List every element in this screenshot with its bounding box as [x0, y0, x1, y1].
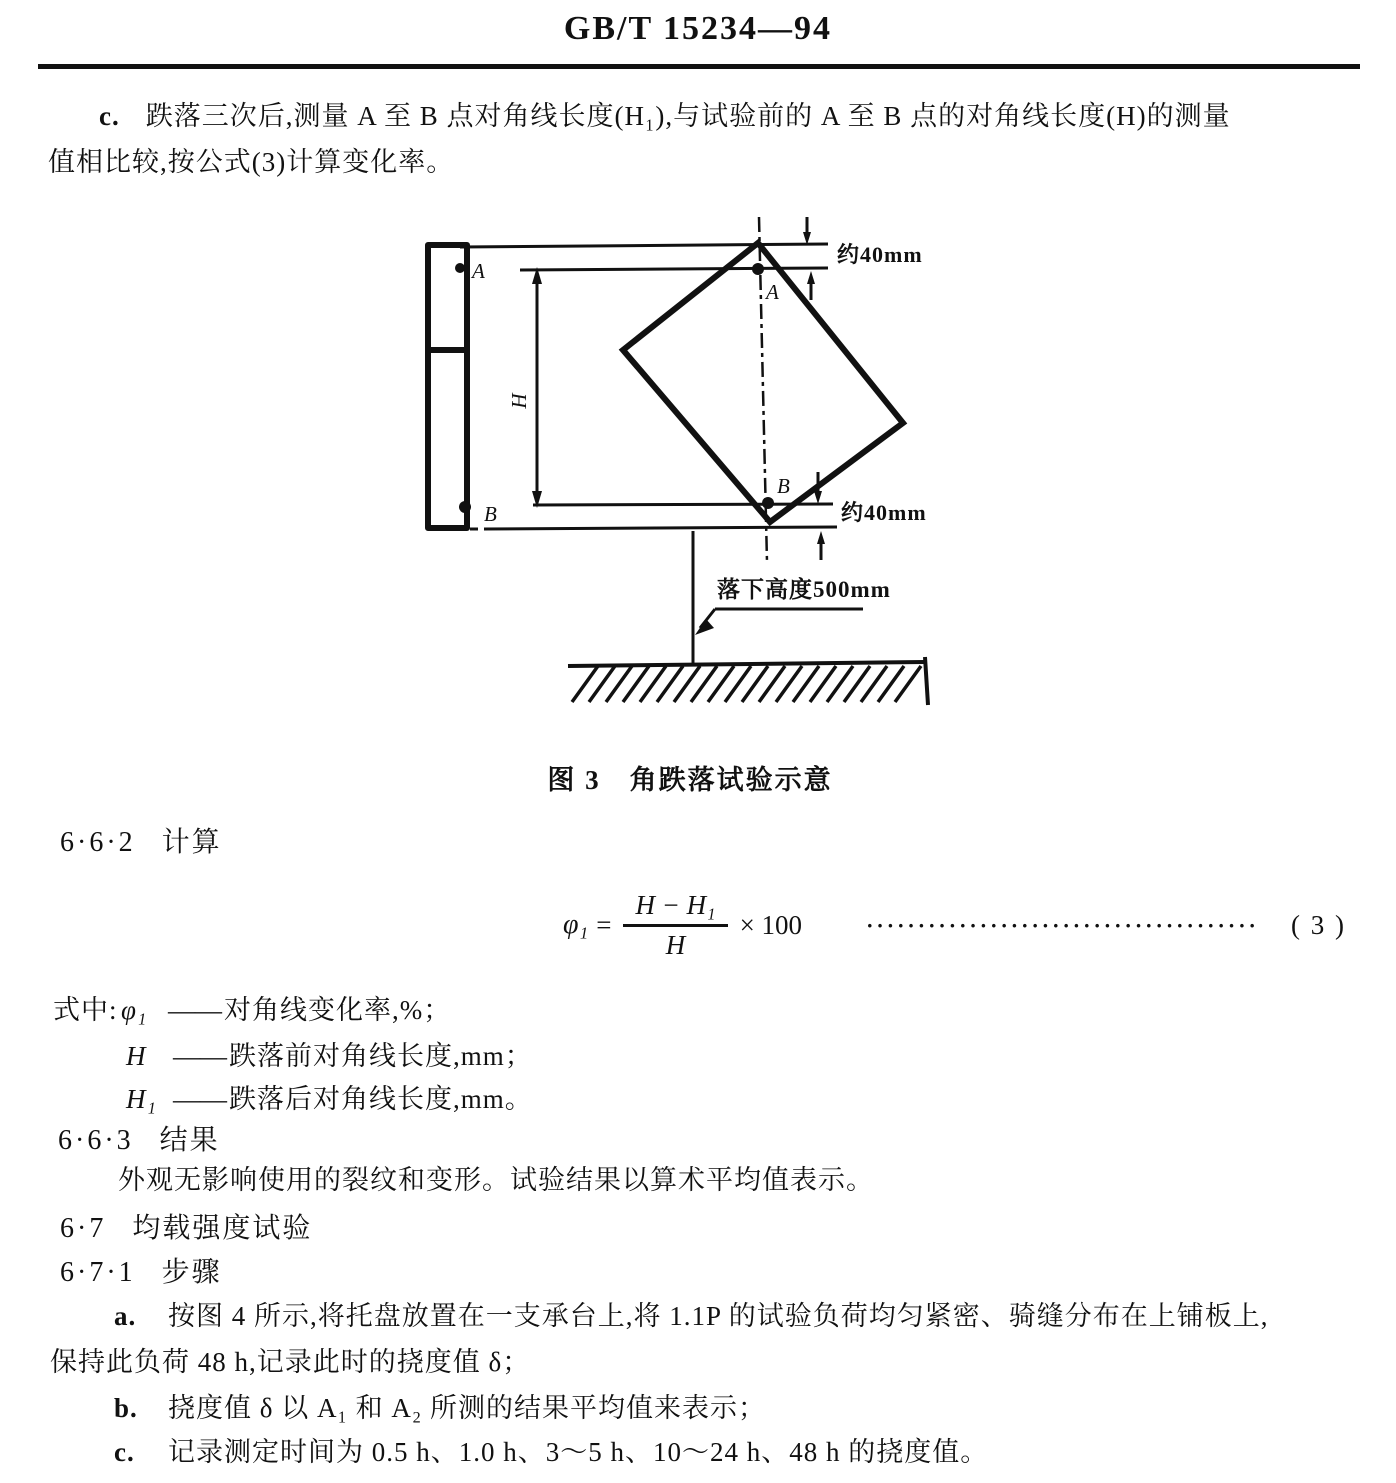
figure-3-corner-drop-diagram	[400, 205, 980, 725]
formula-equals: =	[596, 909, 612, 940]
section-heading-67	[60, 1206, 312, 1246]
point-b-main-label: B	[777, 474, 790, 498]
where-intro: 式中:	[53, 995, 118, 1025]
step-a-text: 按图 4 所示,将托盘放置在一支承台上,将 1.1P 的试验负荷均匀紧密、骑缝分布在上铺板上,	[168, 1301, 1269, 1331]
section-number: 6·7·1	[60, 1257, 136, 1288]
section-title: 均载强度试验	[132, 1213, 313, 1244]
list-label-c2: c.	[114, 1437, 135, 1467]
section-number: 6·6·2	[60, 827, 136, 858]
equation-dotted-leader: ······································	[866, 912, 1259, 938]
point-a-main-dot	[752, 263, 764, 275]
ground-hatching	[572, 666, 921, 702]
where-dash: ——	[173, 1084, 227, 1114]
point-a-main-label: A	[766, 280, 779, 304]
formula-multiplier: × 100	[739, 909, 803, 940]
step-b-line	[114, 1386, 766, 1425]
drop-height-label: 落下高度500mm	[717, 577, 891, 602]
section-heading-671	[60, 1250, 222, 1290]
step-c-text: 记录测定时间为 0.5 h、1.0 h、3～5 h、10～24 h、48 h 的挠度值。	[168, 1437, 989, 1467]
result-text: 外观无影响使用的裂纹和变形。试验结果以算术平均值表示。	[118, 1165, 874, 1195]
paragraph-c-line2: 值相比较,按公式(3)计算变化率。	[48, 147, 455, 177]
equation-3	[563, 882, 1346, 968]
where-symbol-h: H	[126, 1041, 147, 1071]
step-c-line	[114, 1430, 988, 1469]
figure-caption: 图 3 角跌落试验示意	[547, 765, 833, 795]
paragraph-c-text: 跌落三次后,测量 A 至 B 点对角线长度(H₁),与试验前的 A 至 B 点的对角线长度(H)的测量	[145, 101, 1231, 131]
drop-height-arrow-head	[695, 619, 714, 635]
point-b-side-label: B	[484, 502, 497, 526]
gap-top-label: 约40mm	[837, 242, 923, 267]
point-a-side-dot	[455, 263, 465, 273]
header-rule	[38, 64, 1360, 69]
list-label-b: b.	[114, 1393, 138, 1423]
point-b-main-dot	[762, 497, 774, 509]
where-desc-h: 跌落前对角线长度,mm；	[229, 1041, 533, 1071]
gap-top-arrow-up-head	[807, 271, 815, 284]
where-row-h1	[53, 1077, 533, 1116]
where-desc-h1: 跌落后对角线长度,mm。	[229, 1084, 533, 1114]
step-a-line1	[114, 1294, 1269, 1333]
gap-bottom-label: 约40mm	[841, 500, 927, 525]
reference-line-bottom-inner	[533, 504, 833, 505]
formula-numerator: H − H₁	[623, 890, 727, 927]
where-desc-phi: 对角线变化率,%；	[224, 995, 452, 1025]
ground-line	[568, 662, 925, 666]
equation-number: ( 3 )	[1291, 909, 1346, 940]
list-label-a: a.	[114, 1301, 137, 1331]
page-title: GB/T 15234—94	[563, 10, 833, 47]
gap-bottom-arrow-down-head	[814, 491, 822, 504]
reference-line-top-outer	[460, 244, 828, 247]
where-dash: ——	[173, 1041, 227, 1071]
gap-bottom-arrow-up-head	[817, 531, 825, 544]
point-a-side-label: A	[472, 259, 485, 283]
section-heading-662	[60, 820, 222, 860]
formula-fraction	[623, 890, 727, 961]
section-number: 6·7	[60, 1213, 107, 1244]
formula-denominator: H	[665, 929, 686, 960]
section-title: 计算	[161, 827, 222, 858]
where-symbol-h1: H₁	[126, 1084, 157, 1114]
list-label-c: c.	[99, 101, 120, 131]
where-dash: ——	[168, 995, 222, 1025]
step-b-text: 挠度值 δ 以 A₁ 和 A₂ 所测的结果平均值来表示；	[168, 1393, 767, 1423]
step-a-line2: 保持此负荷 48 h,记录此时的挠度值 δ；	[50, 1347, 531, 1377]
reference-line-bottom-outer	[484, 527, 837, 529]
where-symbol-phi: φ₁	[121, 995, 148, 1025]
section-number: 6·6·3	[58, 1125, 134, 1156]
point-b-side-dot	[459, 501, 471, 513]
pallet-side-view	[428, 245, 467, 528]
h-dimension-label: H	[507, 393, 531, 409]
paragraph-c-line1	[99, 94, 1231, 133]
section-title: 步骤	[161, 1257, 222, 1288]
section-title: 结果	[159, 1125, 220, 1156]
section-heading-663	[58, 1118, 220, 1158]
where-row-h	[53, 1034, 533, 1073]
formula-lhs-symbol: φ₁	[563, 909, 589, 940]
ground-right-edge	[925, 657, 928, 705]
where-row-phi	[53, 988, 451, 1027]
